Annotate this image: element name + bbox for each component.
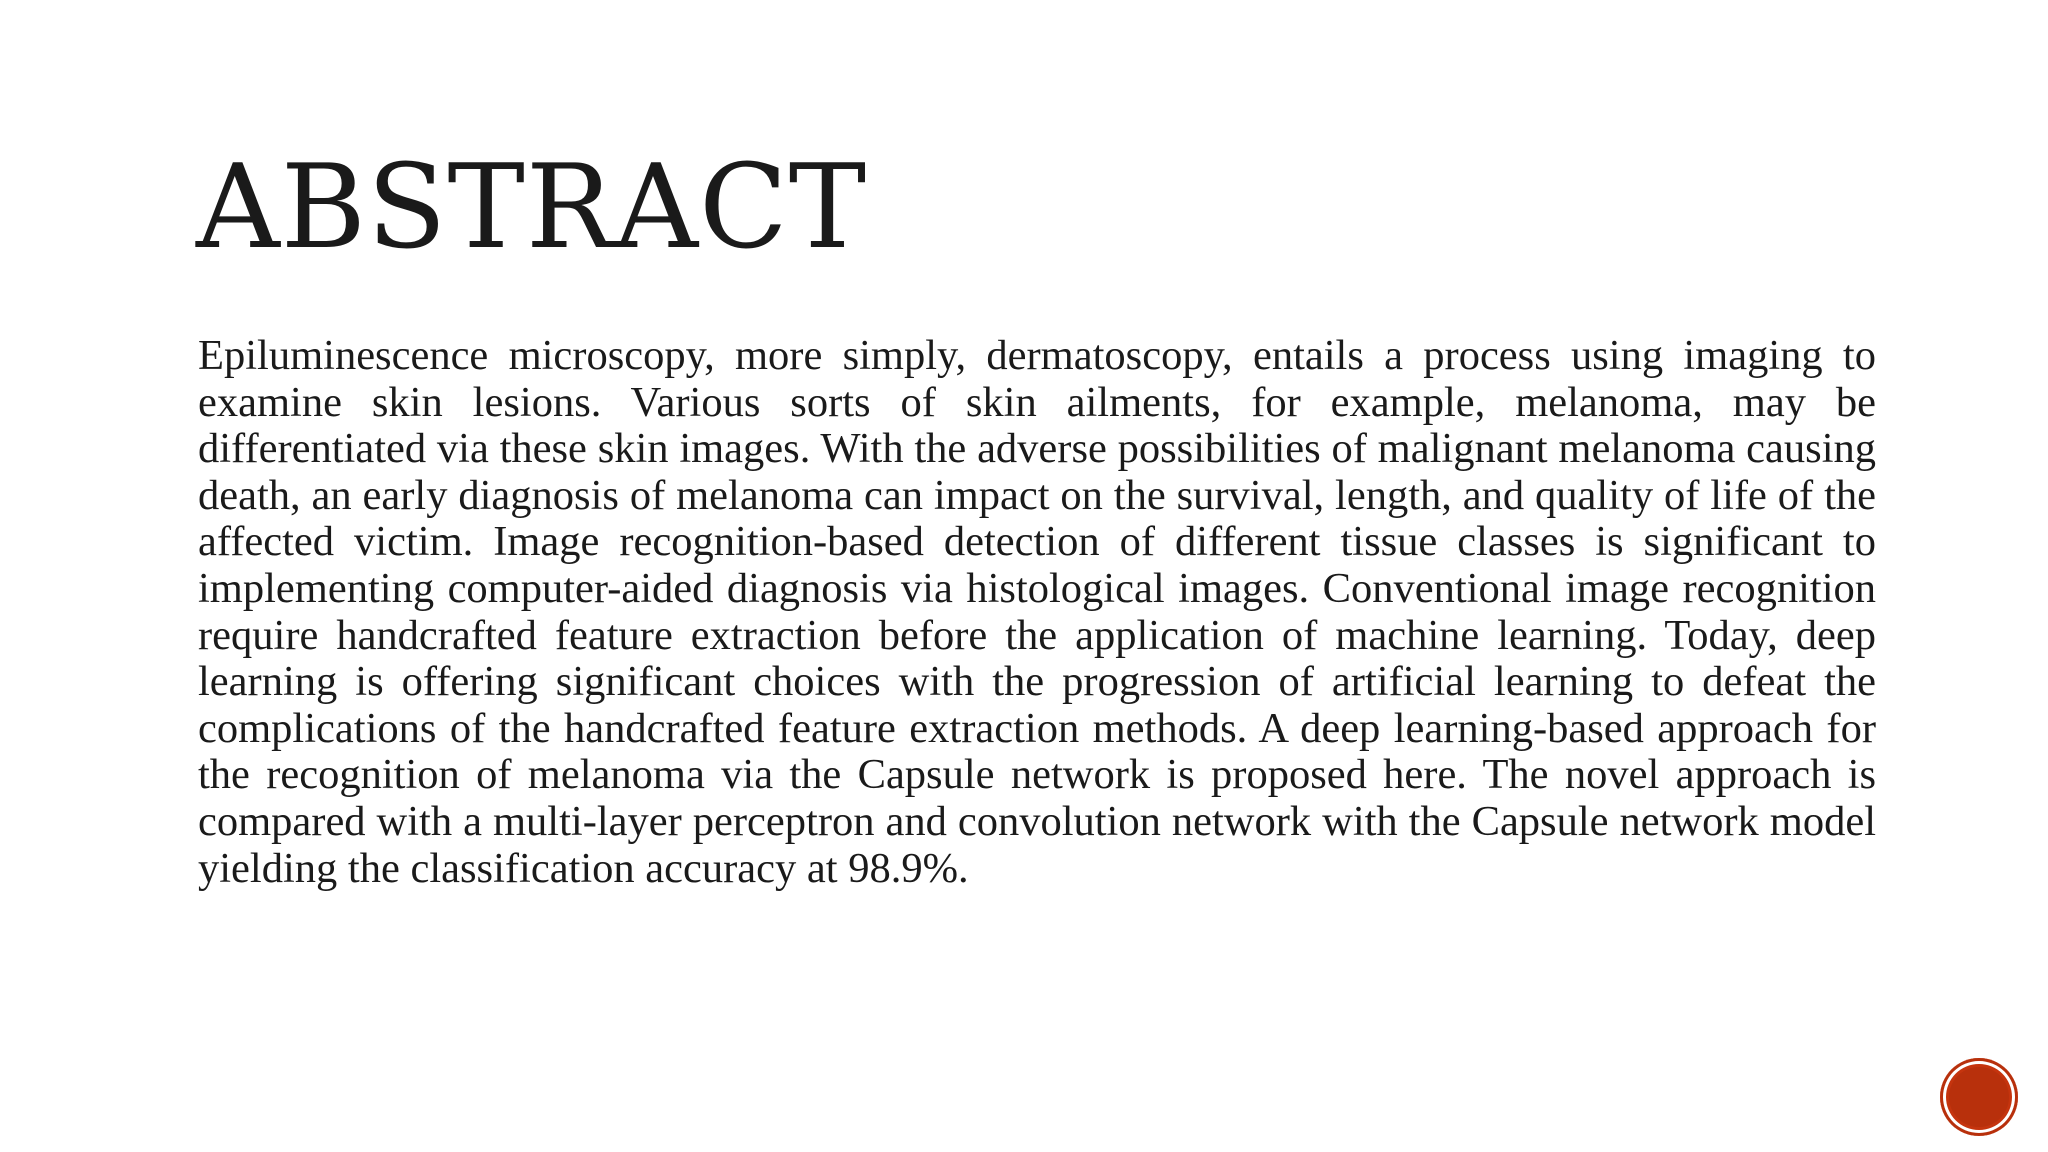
slide-title: ABSTRACT bbox=[196, 140, 868, 275]
slide-corner-circle-icon bbox=[1940, 1058, 2018, 1136]
abstract-body-text: Epiluminescence microscopy, more simply, dermatoscopy, entails a process using imaging to examine skin lesions. Various sorts of skin ailments, for example, melanoma, may be differentiated via these skin images. With the adverse possibilities of malignant melanoma causing death, an early diagnosis of melanoma can impact on the survival, length, and quality of life of the affected victim. Image recognition-based detection of different tissue classes is significant to implementing computer-aided diagnosis via histological images. Conventional image recognition require handcrafted feature extraction before the application of machine learning. Today, deep learning is offering significant choices with the progression of artificial learning to defeat the complications of the handcrafted feature extraction methods. A deep learning-based approach for the recognition of melanoma via the Capsule network is proposed here. The novel approach is compared with a multi-layer perceptron and convolution network with the Capsule network model yielding the classification accuracy at 98.9%. bbox=[198, 332, 1876, 892]
